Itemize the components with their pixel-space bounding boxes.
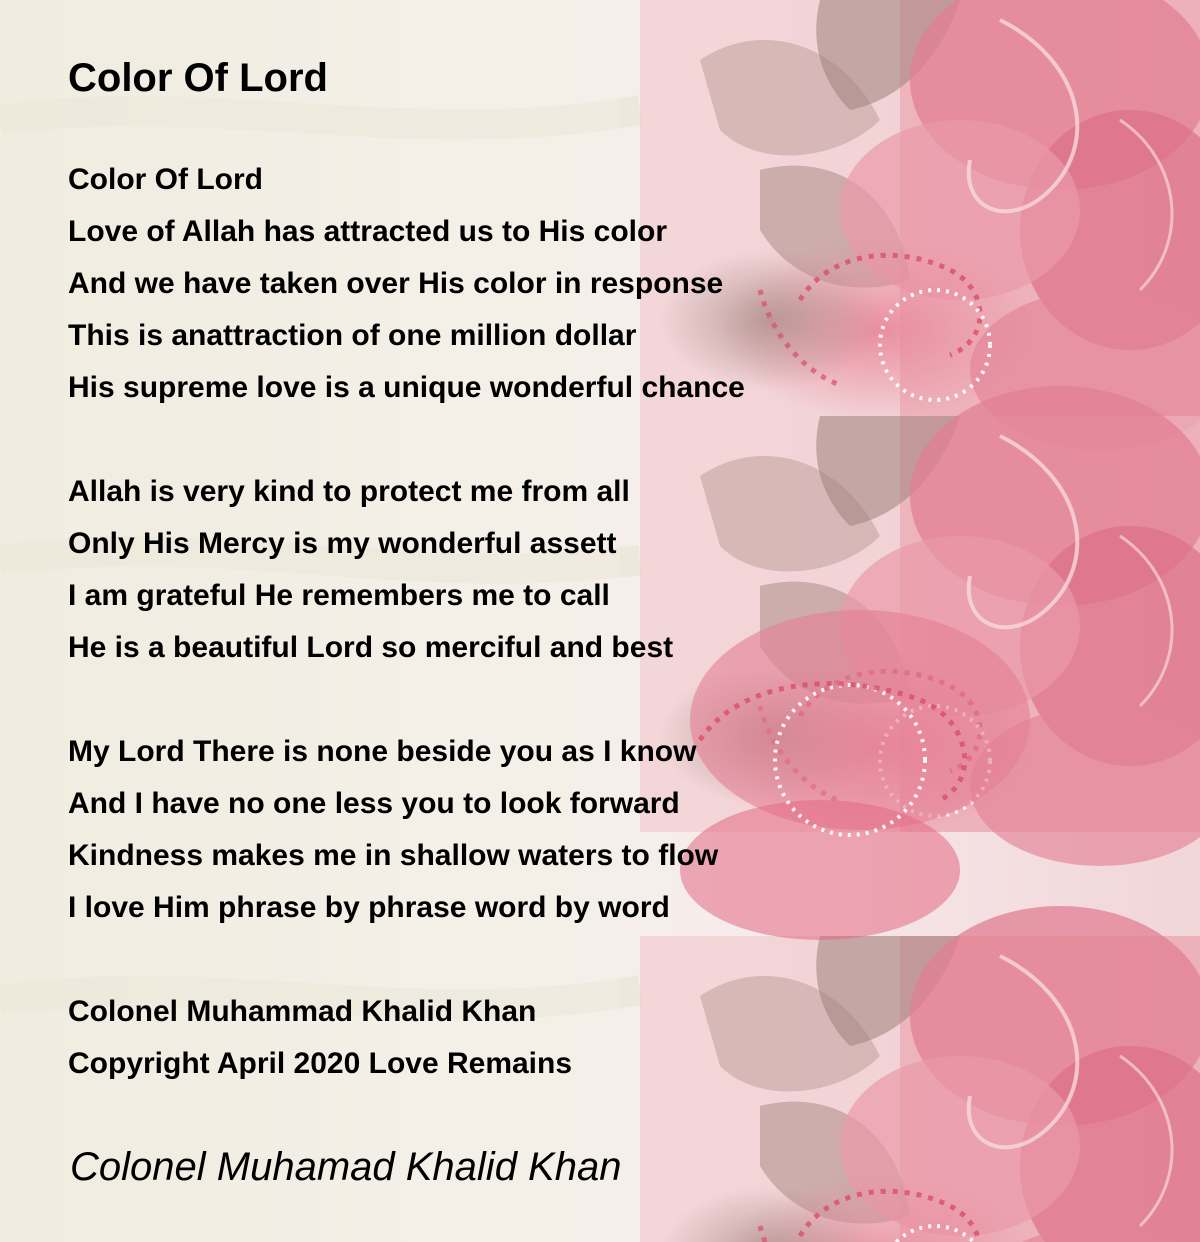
poem-line: And we have taken over His color in response bbox=[68, 267, 724, 300]
poem-line: Allah is very kind to protect me from all bbox=[68, 475, 630, 508]
poem-line: I am grateful He remembers me to call bbox=[68, 579, 610, 612]
poem-title: Color Of Lord bbox=[68, 56, 328, 100]
stanza-break bbox=[68, 934, 1068, 986]
author-credit bbox=[68, 986, 1068, 1090]
author-signature: Colonel Muhamad Khalid Khan bbox=[70, 1145, 622, 1189]
poem-line: Kindness makes me in shallow waters to flow bbox=[68, 839, 719, 872]
stanza-3 bbox=[68, 726, 1068, 934]
poem-line: This is anattraction of one million dollar bbox=[68, 319, 637, 352]
poem-line: I love Him phrase by phrase word by word bbox=[68, 891, 670, 924]
stanza-2 bbox=[68, 466, 1068, 674]
poem-line: His supreme love is a unique wonderful chance bbox=[68, 371, 745, 404]
poem-line: Color Of Lord bbox=[68, 163, 263, 196]
stanza-break bbox=[68, 674, 1068, 726]
poem-line: Only His Mercy is my wonderful assett bbox=[68, 527, 617, 560]
poem-line: Love of Allah has attracted us to His color bbox=[68, 215, 668, 248]
poem-line: My Lord There is none beside you as I know bbox=[68, 735, 697, 768]
stanza-break bbox=[68, 414, 1068, 466]
stanza-1 bbox=[68, 154, 1068, 414]
author-name: Colonel Muhammad Khalid Khan bbox=[68, 995, 537, 1028]
copyright-line: Copyright April 2020 Love Remains bbox=[68, 1047, 573, 1080]
poem-line: And I have no one less you to look forward bbox=[68, 787, 680, 820]
poem-body bbox=[68, 154, 1068, 1090]
poem-line: He is a beautiful Lord so merciful and best bbox=[68, 631, 674, 664]
